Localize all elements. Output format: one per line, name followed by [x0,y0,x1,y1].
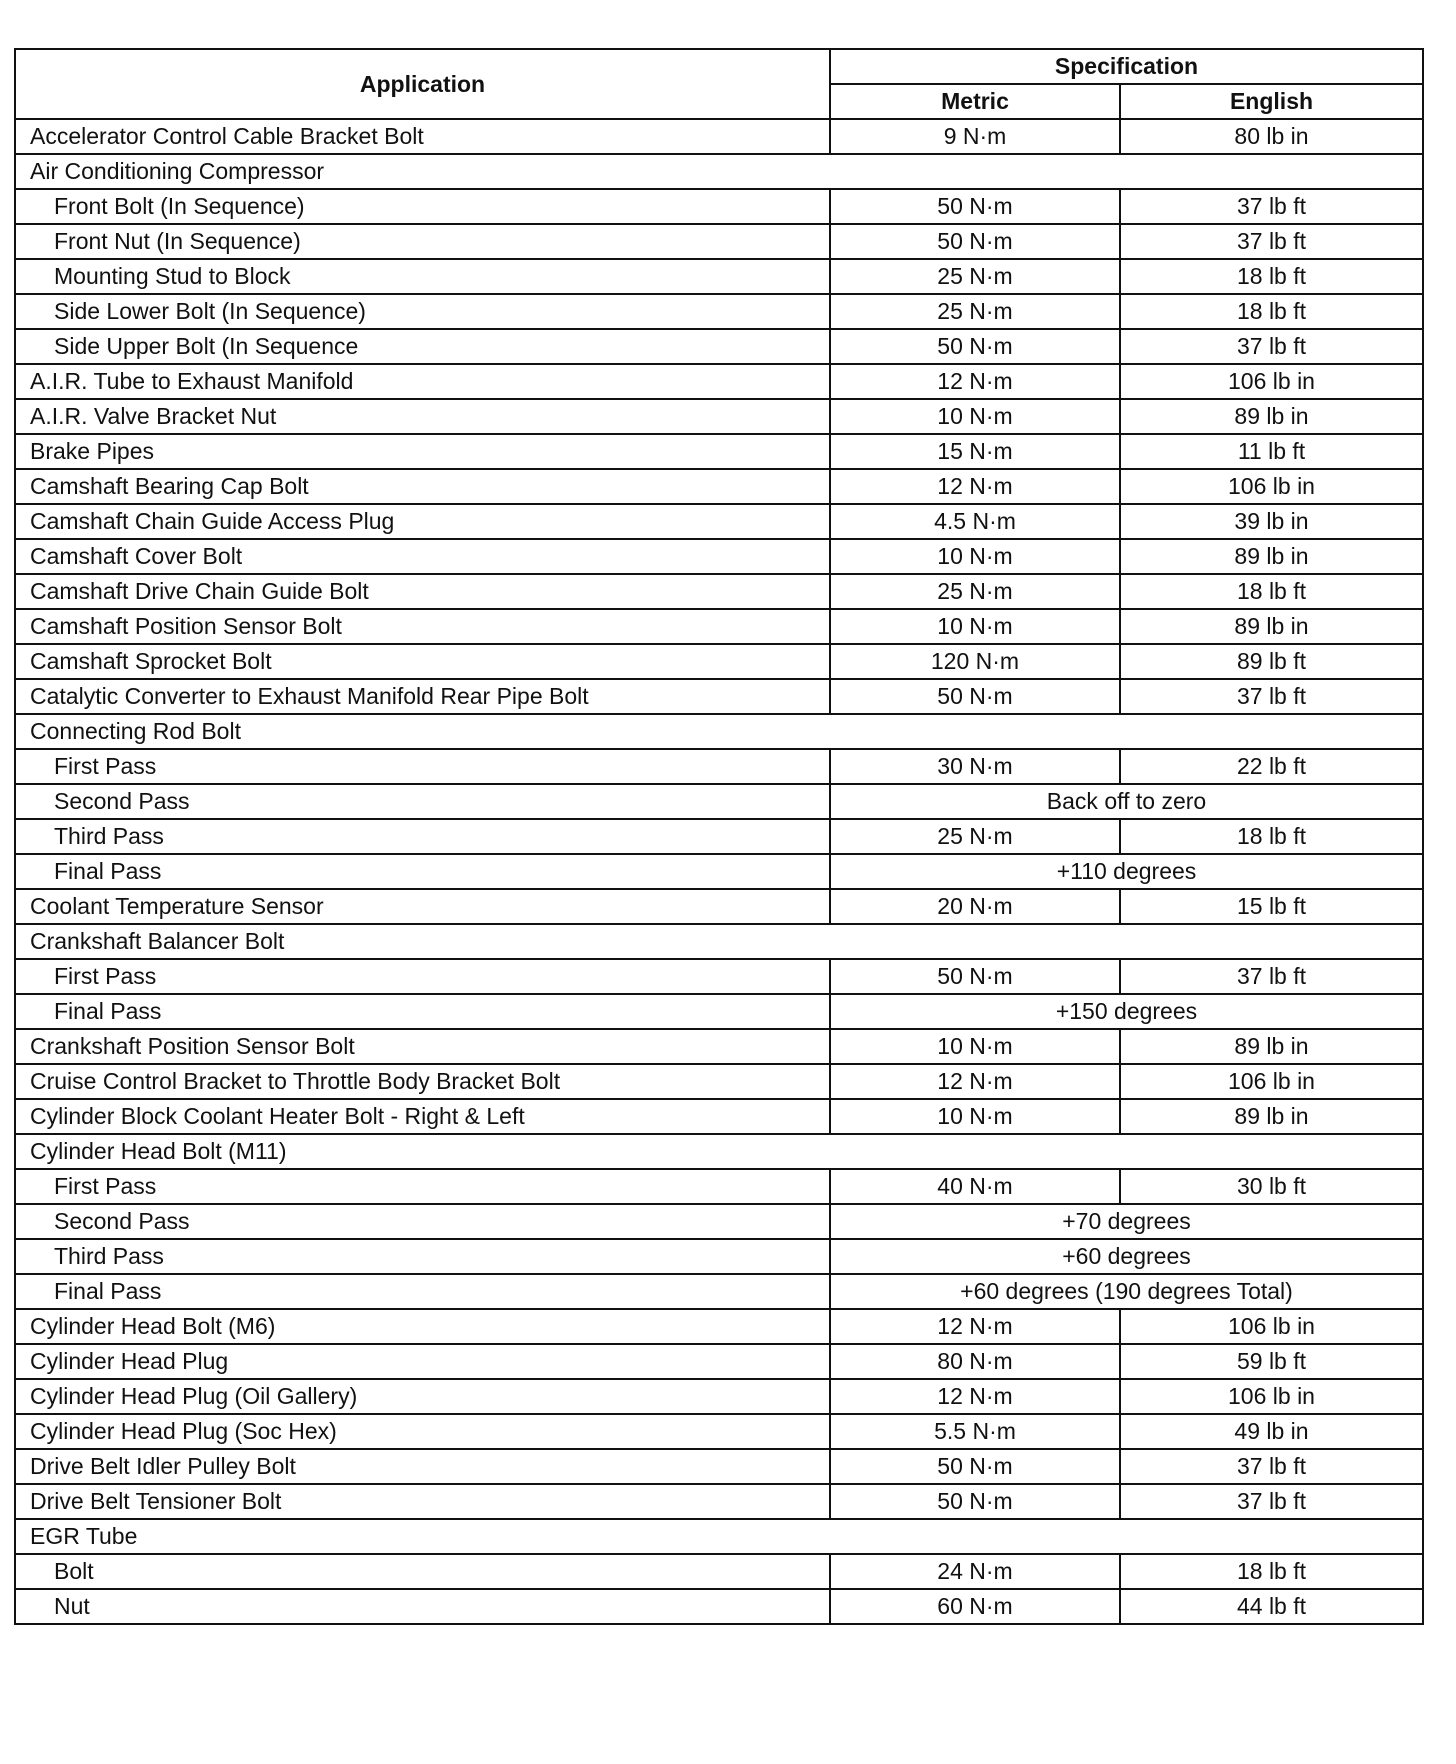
application-cell: Mounting Stud to Block [15,259,830,294]
application-cell: Camshaft Cover Bolt [15,539,830,574]
english-cell: 89 lb in [1120,609,1423,644]
metric-cell: 50 N·m [830,959,1120,994]
english-cell: 44 lb ft [1120,1589,1423,1624]
application-cell: Drive Belt Tensioner Bolt [15,1484,830,1519]
metric-cell: 50 N·m [830,189,1120,224]
metric-cell: 120 N·m [830,644,1120,679]
group-blank-cell [830,714,1423,749]
table-group-row [15,1134,1423,1169]
table-row [15,1554,1423,1589]
application-cell: Camshaft Bearing Cap Bolt [15,469,830,504]
spec-span-cell: +110 degrees [830,854,1423,889]
table-row [15,469,1423,504]
application-cell: EGR Tube [15,1519,830,1554]
application-cell: Third Pass [15,819,830,854]
table-group-row [15,924,1423,959]
metric-cell: 9 N·m [830,119,1120,154]
metric-cell: 10 N·m [830,539,1120,574]
english-cell: 37 lb ft [1120,189,1423,224]
metric-cell: 10 N·m [830,609,1120,644]
group-blank-cell [830,1134,1423,1169]
metric-cell: 4.5 N·m [830,504,1120,539]
english-cell: 106 lb in [1120,469,1423,504]
english-cell: 39 lb in [1120,504,1423,539]
application-cell: Final Pass [15,1274,830,1309]
english-cell: 37 lb ft [1120,679,1423,714]
table-group-row [15,714,1423,749]
english-cell: 59 lb ft [1120,1344,1423,1379]
english-cell: 89 lb in [1120,1099,1423,1134]
group-blank-cell [830,1519,1423,1554]
specification-header: Specification [830,49,1423,84]
metric-cell: 50 N·m [830,224,1120,259]
metric-cell: 12 N·m [830,1379,1120,1414]
english-cell: 106 lb in [1120,1309,1423,1344]
table-row [15,1169,1423,1204]
table-row [15,1449,1423,1484]
english-cell: 37 lb ft [1120,224,1423,259]
metric-cell: 50 N·m [830,329,1120,364]
english-cell: 22 lb ft [1120,749,1423,784]
english-cell: 106 lb in [1120,364,1423,399]
english-cell: 49 lb in [1120,1414,1423,1449]
metric-cell: 5.5 N·m [830,1414,1120,1449]
english-cell: 89 lb in [1120,1029,1423,1064]
metric-cell: 12 N·m [830,1064,1120,1099]
table-row [15,959,1423,994]
application-cell: Side Upper Bolt (In Sequence [15,329,830,364]
english-cell: 11 lb ft [1120,434,1423,469]
table-row [15,784,1423,819]
table-row [15,1379,1423,1414]
group-blank-cell [830,154,1423,189]
english-cell: 89 lb in [1120,539,1423,574]
application-cell: Front Nut (In Sequence) [15,224,830,259]
metric-cell: 25 N·m [830,574,1120,609]
metric-cell: 50 N·m [830,1484,1120,1519]
table-row [15,609,1423,644]
application-cell: Final Pass [15,994,830,1029]
metric-cell: 10 N·m [830,1099,1120,1134]
metric-cell: 30 N·m [830,749,1120,784]
application-cell: A.I.R. Tube to Exhaust Manifold [15,364,830,399]
application-cell: Camshaft Position Sensor Bolt [15,609,830,644]
table-row [15,854,1423,889]
metric-cell: 25 N·m [830,259,1120,294]
group-blank-cell [830,924,1423,959]
application-cell: Camshaft Drive Chain Guide Bolt [15,574,830,609]
english-cell: 80 lb in [1120,119,1423,154]
metric-cell: 40 N·m [830,1169,1120,1204]
table-row [15,1589,1423,1624]
table-row [15,539,1423,574]
table-row [15,434,1423,469]
table-row [15,259,1423,294]
spec-span-cell: Back off to zero [830,784,1423,819]
table-row [15,1029,1423,1064]
metric-cell: 50 N·m [830,679,1120,714]
application-cell: Coolant Temperature Sensor [15,889,830,924]
english-cell: 37 lb ft [1120,1449,1423,1484]
table-row [15,1309,1423,1344]
table-row [15,1414,1423,1449]
english-cell: 15 lb ft [1120,889,1423,924]
table-row [15,399,1423,434]
application-cell: Cylinder Head Plug (Soc Hex) [15,1414,830,1449]
table-row [15,819,1423,854]
application-cell: Cruise Control Bracket to Throttle Body Bracket Bolt [15,1064,830,1099]
table-row [15,749,1423,784]
english-cell: 89 lb ft [1120,644,1423,679]
table-row [15,1099,1423,1134]
application-header: Application [15,49,830,119]
english-cell: 37 lb ft [1120,329,1423,364]
table-row [15,574,1423,609]
table-row [15,224,1423,259]
english-cell: 89 lb in [1120,399,1423,434]
english-cell: 18 lb ft [1120,819,1423,854]
english-cell: 106 lb in [1120,1379,1423,1414]
table-row [15,1204,1423,1239]
spec-span-cell: +60 degrees (190 degrees Total) [830,1274,1423,1309]
application-cell: Cylinder Head Bolt (M11) [15,1134,830,1169]
torque-spec-table [14,48,1424,1625]
table-row [15,294,1423,329]
metric-cell: 12 N·m [830,364,1120,399]
table-row [15,504,1423,539]
metric-cell: 25 N·m [830,294,1120,329]
metric-cell: 25 N·m [830,819,1120,854]
table-row [15,329,1423,364]
english-cell: 18 lb ft [1120,294,1423,329]
english-cell: 37 lb ft [1120,959,1423,994]
application-cell: First Pass [15,959,830,994]
table-row [15,189,1423,224]
metric-cell: 20 N·m [830,889,1120,924]
table-row [15,644,1423,679]
application-cell: Camshaft Sprocket Bolt [15,644,830,679]
application-cell: Crankshaft Balancer Bolt [15,924,830,959]
metric-cell: 12 N·m [830,469,1120,504]
table-group-row [15,154,1423,189]
english-cell: 37 lb ft [1120,1484,1423,1519]
english-cell: 18 lb ft [1120,574,1423,609]
spec-span-cell: +60 degrees [830,1239,1423,1274]
table-row [15,994,1423,1029]
application-cell: Catalytic Converter to Exhaust Manifold Rear Pipe Bolt [15,679,830,714]
table-row [15,364,1423,399]
application-cell: Bolt [15,1554,830,1589]
english-cell: 106 lb in [1120,1064,1423,1099]
english-header: English [1120,84,1423,119]
table-row [15,1344,1423,1379]
table-row [15,1274,1423,1309]
application-cell: First Pass [15,1169,830,1204]
application-cell: Drive Belt Idler Pulley Bolt [15,1449,830,1484]
metric-cell: 10 N·m [830,399,1120,434]
header-row-top [15,49,1423,84]
metric-cell: 50 N·m [830,1449,1120,1484]
application-cell: Second Pass [15,784,830,819]
application-cell: Third Pass [15,1239,830,1274]
metric-cell: 12 N·m [830,1309,1120,1344]
metric-cell: 15 N·m [830,434,1120,469]
spec-span-cell: +150 degrees [830,994,1423,1029]
application-cell: Accelerator Control Cable Bracket Bolt [15,119,830,154]
table-row [15,889,1423,924]
table-group-row [15,1519,1423,1554]
table-row [15,1484,1423,1519]
application-cell: Cylinder Head Plug (Oil Gallery) [15,1379,830,1414]
table-body [15,119,1423,1624]
metric-cell: 80 N·m [830,1344,1120,1379]
table-row [15,679,1423,714]
spec-span-cell: +70 degrees [830,1204,1423,1239]
application-cell: Cylinder Head Plug [15,1344,830,1379]
application-cell: Brake Pipes [15,434,830,469]
metric-cell: 24 N·m [830,1554,1120,1589]
table-row [15,1239,1423,1274]
english-cell: 18 lb ft [1120,259,1423,294]
application-cell: Cylinder Head Bolt (M6) [15,1309,830,1344]
metric-cell: 10 N·m [830,1029,1120,1064]
english-cell: 30 lb ft [1120,1169,1423,1204]
application-cell: Final Pass [15,854,830,889]
application-cell: Side Lower Bolt (In Sequence) [15,294,830,329]
english-cell: 18 lb ft [1120,1554,1423,1589]
metric-cell: 60 N·m [830,1589,1120,1624]
application-cell: Front Bolt (In Sequence) [15,189,830,224]
application-cell: Cylinder Block Coolant Heater Bolt - Right & Left [15,1099,830,1134]
application-cell: A.I.R. Valve Bracket Nut [15,399,830,434]
application-cell: Air Conditioning Compressor [15,154,830,189]
application-cell: Camshaft Chain Guide Access Plug [15,504,830,539]
application-cell: Nut [15,1589,830,1624]
application-cell: Connecting Rod Bolt [15,714,830,749]
metric-header: Metric [830,84,1120,119]
table-row [15,1064,1423,1099]
application-cell: Crankshaft Position Sensor Bolt [15,1029,830,1064]
application-cell: First Pass [15,749,830,784]
application-cell: Second Pass [15,1204,830,1239]
table-row [15,119,1423,154]
